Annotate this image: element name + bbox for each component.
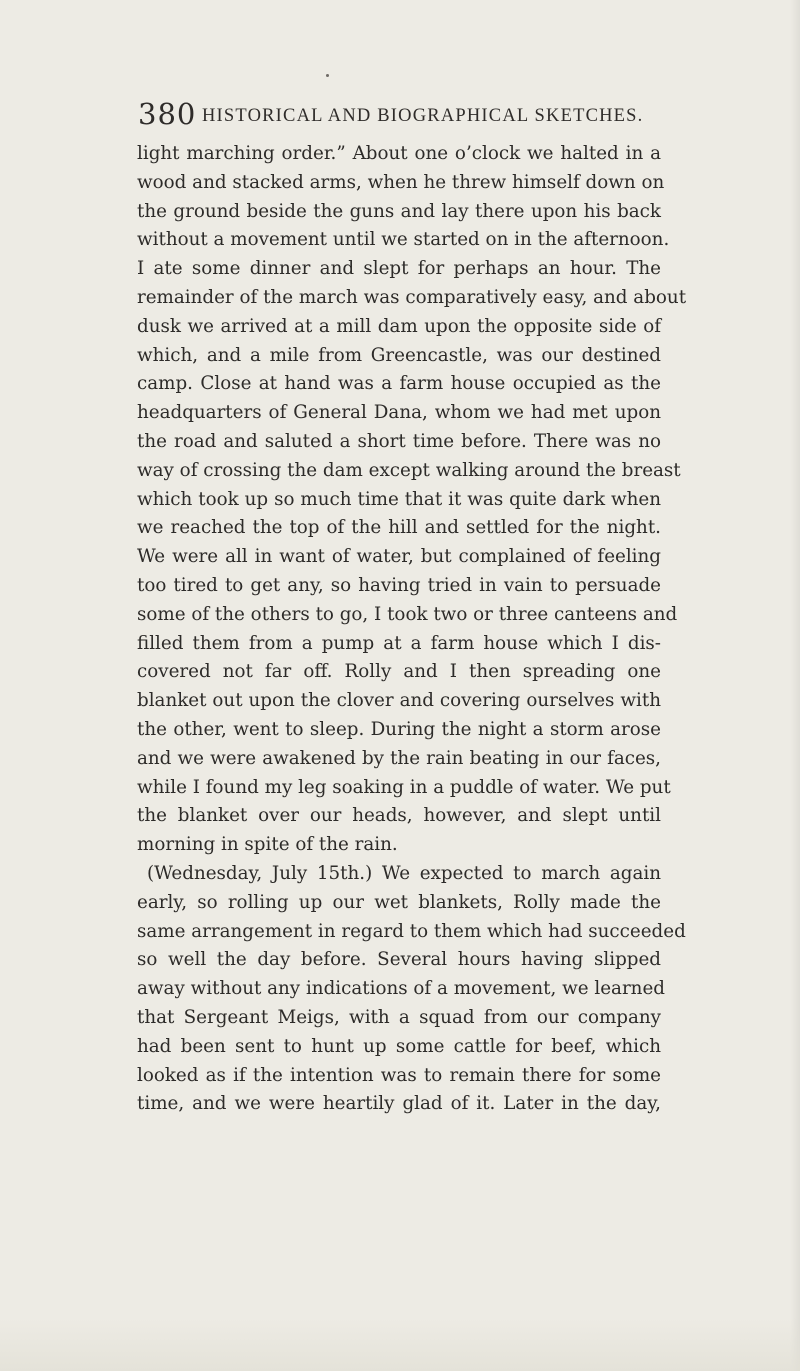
text-line: covered not far off. Rolly and I then spreading one <box>137 661 661 683</box>
running-title: HISTORICAL AND BIOGRAPHICAL SKETCHES. <box>202 106 644 126</box>
text-line: camp. Close at hand was a farm house occupied as the <box>137 373 661 395</box>
page-header <box>0 94 800 134</box>
text-line: which, and a mile from Greencastle, was our destined <box>137 344 661 366</box>
text-line: the road and saluted a short time before. There was no <box>137 430 661 452</box>
text-line: some of the others to go, I took two or three canteens and <box>137 603 678 625</box>
text-line: filled them from a pump at a farm house which I dis- <box>137 632 661 654</box>
text-line: looked as if the intention was to remain there for some <box>137 1064 661 1086</box>
text-line: the blanket over our heads, however, and slept until <box>137 805 661 827</box>
paper-speck <box>326 74 329 77</box>
text-line: the ground beside the guns and lay there upon his back <box>137 200 661 222</box>
text-line: remainder of the march was comparatively easy, and about <box>137 286 687 308</box>
text-line: blanket out upon the clover and covering ourselves with <box>137 690 661 712</box>
page-number: 380 <box>138 97 197 131</box>
text-line-paragraph-start: (Wednesday, July 15th.) We expected to march again <box>147 862 661 884</box>
text-line: so well the day before. Several hours having slipped <box>137 949 661 971</box>
text-line: headquarters of General Dana, whom we had met upon <box>137 402 661 424</box>
page-edge-shadow <box>790 0 800 1371</box>
text-line: We were all in want of water, but complained of feeling <box>137 546 661 568</box>
text-line: way of crossing the dam except walking around the breast <box>137 459 681 481</box>
body-text <box>137 140 687 1119</box>
text-line: without a movement until we started on in the afternoon. <box>137 229 670 251</box>
text-line: away without any indications of a movement, we learned <box>137 978 665 1000</box>
text-line: early, so rolling up our wet blankets, Rolly made the <box>137 891 661 913</box>
text-line-paragraph-end: morning in spite of the rain. <box>137 834 398 856</box>
text-line: I ate some dinner and slept for perhaps an hour. The <box>137 258 661 280</box>
text-line: while I found my leg soaking in a puddle of water. We put <box>137 776 671 798</box>
text-line: had been sent to hunt up some cattle for beef, which <box>137 1035 661 1057</box>
text-line: wood and stacked arms, when he threw himself down on <box>137 171 665 193</box>
page-bottom-shading <box>0 1318 800 1371</box>
text-line: we reached the top of the hill and settled for the night. <box>137 517 661 539</box>
text-line: which took up so much time that it was quite dark when <box>137 488 661 510</box>
text-line: too tired to get any, so having tried in vain to persuade <box>137 574 661 596</box>
text-line: that Sergeant Meigs, with a squad from our company <box>137 1006 661 1028</box>
text-line: time, and we were heartily glad of it. Later in the day, <box>137 1093 661 1115</box>
text-line: light marching order.” About one o’clock we halted in a <box>137 143 661 164</box>
text-line: dusk we arrived at a mill dam upon the opposite side of <box>137 315 661 337</box>
text-line: same arrangement in regard to them which had succeeded <box>137 920 686 942</box>
text-line: the other, went to sleep. During the night a storm arose <box>137 718 661 740</box>
text-line: and we were awakened by the rain beating in our faces, <box>137 747 661 769</box>
